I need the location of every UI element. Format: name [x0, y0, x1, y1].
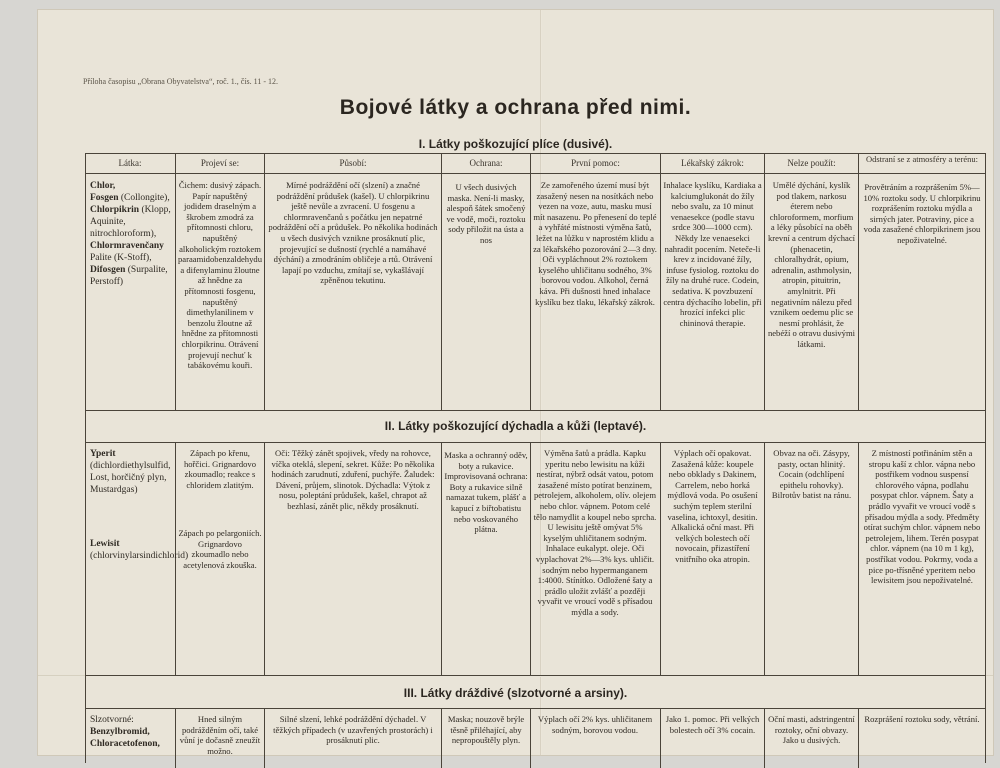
s2-projevi-yperit: Zápach po křenu, hořčici. Grignardovo zkoumadlo; reakce s chloridem zlatitým.	[183, 448, 257, 490]
col-line-4a	[530, 153, 531, 410]
section-2-title: II. Látky poškozující dýchadla a kůži (leptavé).	[384, 419, 647, 433]
col-line-2c	[264, 708, 265, 768]
s2-substance-lewisit: Lewisit (chlorvinylarsindichlorid)	[90, 539, 189, 561]
section-2-bottom-rule	[85, 675, 985, 676]
s2-prvni-pomoc: Výměna šatů a prádla. Kapku yperitu nebo lewisitu na kůži nestírat, nýbrž odsát vatou, potom zasažené místo potírat benzinem, petrolejem, alkoholem, olív. olejem nebo chlor. vápnem. Potom celé tělo namydlit a koupel nebo sprcha. U lewisitu ještě omývat 5% kyselým uhličitanem sodným. Inhalace eukalypt. oleje. Oči vyplachovat 2%—3% kys. uhličit. sodným nebo hypermanganem 1:4000. Stínítko. Odložené šaty a prádlo uložit zvlášť a později vyvařit ve vroucí vodě s přísadou mýdla a sody.	[533, 448, 657, 617]
s1-odstrani: Provětráním a rozprášením 5%—10% roztoku sody. U chlorpikrinu rozprášením roztoku mýdla a sirných jater. Potraviny, pice a voda zasažené chlorpikrinem jsou nepoživatelné.	[863, 182, 981, 245]
col-line-2b	[264, 442, 265, 675]
section-1-bottom-rule	[85, 410, 985, 411]
s2-odstrani: Z místností potřináním stěn a stropu kaší z chlor. vápna nebo postřikem vodnou suspensí chlorového vápna, podlahu posypat chlor. vápnem. Šaty a prádlo vyvařit ve vroucí vodě s přísadou mýdla a sody. Předměty otírat suchým chlor. vápnem nebo petrolejem, lihem. Terén posypat chlor. vápnem (na 10 m 1 kg), postříkat vodou. Pokrmy, voda a pice po-třísněné yperitem nebo lewisitem jsou nepoživatelné.	[863, 448, 981, 586]
header-ochrana: Ochrana:	[469, 158, 503, 168]
s1-substance-fosgen: Fosgen (Collongite),	[90, 193, 170, 203]
s3-prvni-pomoc: Výplach očí 2% kys. uhličitanem sodným, borovou vodou.	[537, 714, 653, 735]
col-line-1c	[175, 708, 176, 768]
header-projevi: Projeví se:	[200, 158, 240, 168]
s2-ochrana: Maska a ochranný oděv, boty a rukavice. Improvisovaná ochrana: Boty a rukavice silně namazat tukem, plášť a kapucí z biřtobatistu nebo voskovaného plátna.	[444, 450, 528, 535]
col-line-1a	[175, 153, 176, 410]
s2-substance-yperit: Yperit (dichlordiethylsulfid, Lost, horčičný plyn, Mustardgas)	[90, 449, 171, 495]
s3-prefix: Slzotvorné:	[90, 715, 134, 725]
s2-pusobi: Oči: Těžký zánět spojivek, vředy na rohovce, víčka oteklá, slepení, sekret. Kůže: Po několika hodinách zarudnutí, zduření, puchýře. Žaludek: Dávení, průjem, slinotok. Dýchadla: Výtok z nosu, poleptání průdušek, kašel, chrapot až bezhlasí, zánět plic, někdy prosáknutí.	[271, 448, 435, 511]
s1-pusobi: Mírné podráždění očí (slzení) a značné podráždění průdušek (kašel). U chlorpikrinu ještě nevůle a zvracení. U fosgenu a chlormravenčanů s počátku jen nepatrné podráždění očí a průdušek. Po několika hodinách u všech dusivých vznikne prosáknutí plic, projevující se dušností (rychlé a namáhavé dýchání) a zmodráním obličeje a rtů. Otrávení lapají po vzduchu, zmítají se, vykašlávají zpěněnou tekutinu.	[268, 180, 438, 286]
s1-lekarsky-zakrok: Inhalace kyslíku, Kardiaka a kalciumglukonát do žíly nebo svalu, za 10 minut venaesekce (podle stavu srdce 300—1000 ccm). Někdy lze venaesekci nahradit pocením. Neteče-li krev z incidované žíly, infuse fysiolog. roztoku do žíly na druhé ruce. Codein, sedativa. K povzbuzení centra dýchacího lobelin, při hrozící infekci plic chininová therapie.	[663, 180, 762, 328]
col-line-4c	[530, 708, 531, 768]
s3-substance-chloracetofenon: Chloracetofenon,	[90, 739, 160, 749]
header-nelze: Nelze použít:	[787, 158, 836, 168]
s1-projevi: Čichem: dusivý zápach. Papír napuštěný jodidem draselným a škrobem zmodrá za přítomnosti chloru, napuštěný alkoholickým roztokem paraamidobenzaldehydu a difenylaminu žloutne až hnědne za přítomnosti fosgenu, napuštěný dimethylanilinem v benzolu žloutne až hnědne za přítomnosti chlorpikrinu. Otrávení projevují nechuť k tabákovému kouři.	[178, 180, 262, 371]
s3-lekarsky-zakrok: Jako 1. pomoc. Při velkých bolestech očí 3% cocain.	[665, 714, 760, 735]
section-2-top-rule	[85, 442, 985, 443]
document-title: Bojové látky a ochrana před nimi.	[339, 96, 692, 119]
s2-lekarsky-zakrok: Výplach očí opakovat. Zasažená kůže: koupele nebo obklady s Dakinem, Carrelem, nebo horká mýdlová voda. Po osušení suchým teplem sterilní vaselina, ichtoxyl, desitin. Alkalická oční mast. Při velkých bolestech očí novocain, přizastíření vnitřního oka atropin.	[667, 448, 758, 564]
col-line-5a	[660, 153, 661, 410]
col-line-4b	[530, 442, 531, 675]
s3-odstrani: Rozprášení roztoku sody, větrání.	[864, 714, 980, 724]
col-line-2a	[264, 153, 265, 410]
s1-substance-difosgen: Difosgen (Surpalite, Perstoff)	[90, 265, 168, 287]
s1-substance-chlorpikrin: Chlorpikrin (Klopp, Aquinite, nitrochloroform),	[90, 205, 171, 239]
s1-substances	[90, 180, 173, 288]
col-line-8	[985, 153, 986, 763]
col-line-6b	[764, 442, 765, 675]
s3-ochrana: Maska; nouzově brýle těsně přiléhající, aby nepropouštěly plyn.	[447, 714, 525, 746]
s2-nelze-pouzit: Obvaz na oči. Zásypy, pasty, octan hlinitý. Cocain (odchlípení epithelu rohovky). Bilrotův batist na ránu.	[771, 448, 852, 501]
section-3-title: III. Látky dráždivé (slzotvorné a arsiny).	[403, 686, 628, 700]
col-line-0	[85, 153, 86, 763]
header-pusobi: Působí:	[339, 158, 367, 168]
header-latka: Látka:	[118, 158, 142, 168]
s1-nelze-pouzit: Umělé dýchání, kyslík pod tlakem, narkosu éterem nebo chloroformem, morfium a léky působící na oběh krevní a centrum dýchací (phenacetin, chloralhydrát, opium, adrenalin, asthmolysin, atropin, pituitrin, amylnitrit. Při negativním nálezu před vznikem oedemu plic se nesmí prohlásit, že nebéží o otravu dusivými látkami.	[767, 180, 856, 349]
document-sheet	[38, 10, 993, 755]
col-line-7b	[858, 442, 859, 675]
s3-projevi: Hned silným podrážděním očí, také vůní je dočasně zneužít možno.	[179, 714, 261, 756]
s3-nelze-pouzit: Oční masti, adstringentní roztoky, oční obvazy. Jako u dusivých.	[768, 714, 855, 746]
header-pomoc: První pomoc:	[571, 158, 620, 168]
col-line-7c	[858, 708, 859, 768]
col-line-3a	[441, 153, 442, 410]
s1-substance-chlormravencany: Chlormravenčany Palite (K-Stoff),	[90, 241, 164, 263]
s1-ochrana: U všech dusivých maska. Není-li masky, alespoň šátek smočený ve vodě, moči, roztoku sody přiložit na ústa a nos	[446, 182, 526, 245]
col-line-5c	[660, 708, 661, 768]
table-top-rule	[85, 153, 985, 154]
s3-pusobi: Silné slzení, lehké podráždění dýchadel. V těžkých případech (v uzavřených prostorách) i prosáknutí plic.	[273, 714, 433, 746]
header-odstrani: Odstraní se z atmosféry a terénu:	[865, 154, 979, 164]
s2-projevi-lewisit: Zápach po pelargoniích. Grignardovo zkoumadlo nebo acetylenová zkouška.	[178, 528, 262, 570]
s3-substance-benzylbromid: Benzylbromid,	[90, 727, 150, 737]
col-line-7a	[858, 153, 859, 410]
header-lekar: Lékařský zákrok:	[681, 158, 744, 168]
col-line-5b	[660, 442, 661, 675]
col-line-3b	[441, 442, 442, 675]
s3-substances	[90, 714, 173, 750]
s1-prvni-pomoc: Ze zamořeného území musí být zasažený nesen na nosítkách nebo vezen na voze, autu, masku musí mít nasazenu. Po přenesení do teplé a vyhřáté místnosti výměna šatů, ležet na lůžku v naprostém klidu a za lékařského pozorování 2—3 dny. Oči vypláchnout 2% roztokem kyselého uhličitanu sodného, 3% borovou vodou. Alkohol, černá káva. Při dušnosti hned inhalace kyslíku bez tlaku, lékařský zákrok.	[533, 180, 657, 307]
col-line-6c	[764, 708, 765, 768]
supplement-note: Příloha časopisu „Obrana Obyvatelstva“, roč. 1., čís. 11 - 12.	[83, 77, 278, 86]
section-1-title: I. Látky poškozující plíce (dusivé).	[418, 137, 613, 151]
header-bottom-rule	[85, 173, 985, 174]
s1-substance-chlor: Chlor,	[90, 181, 116, 191]
section-3-top-rule	[85, 708, 985, 709]
col-line-3c	[441, 708, 442, 768]
col-line-6a	[764, 153, 765, 410]
